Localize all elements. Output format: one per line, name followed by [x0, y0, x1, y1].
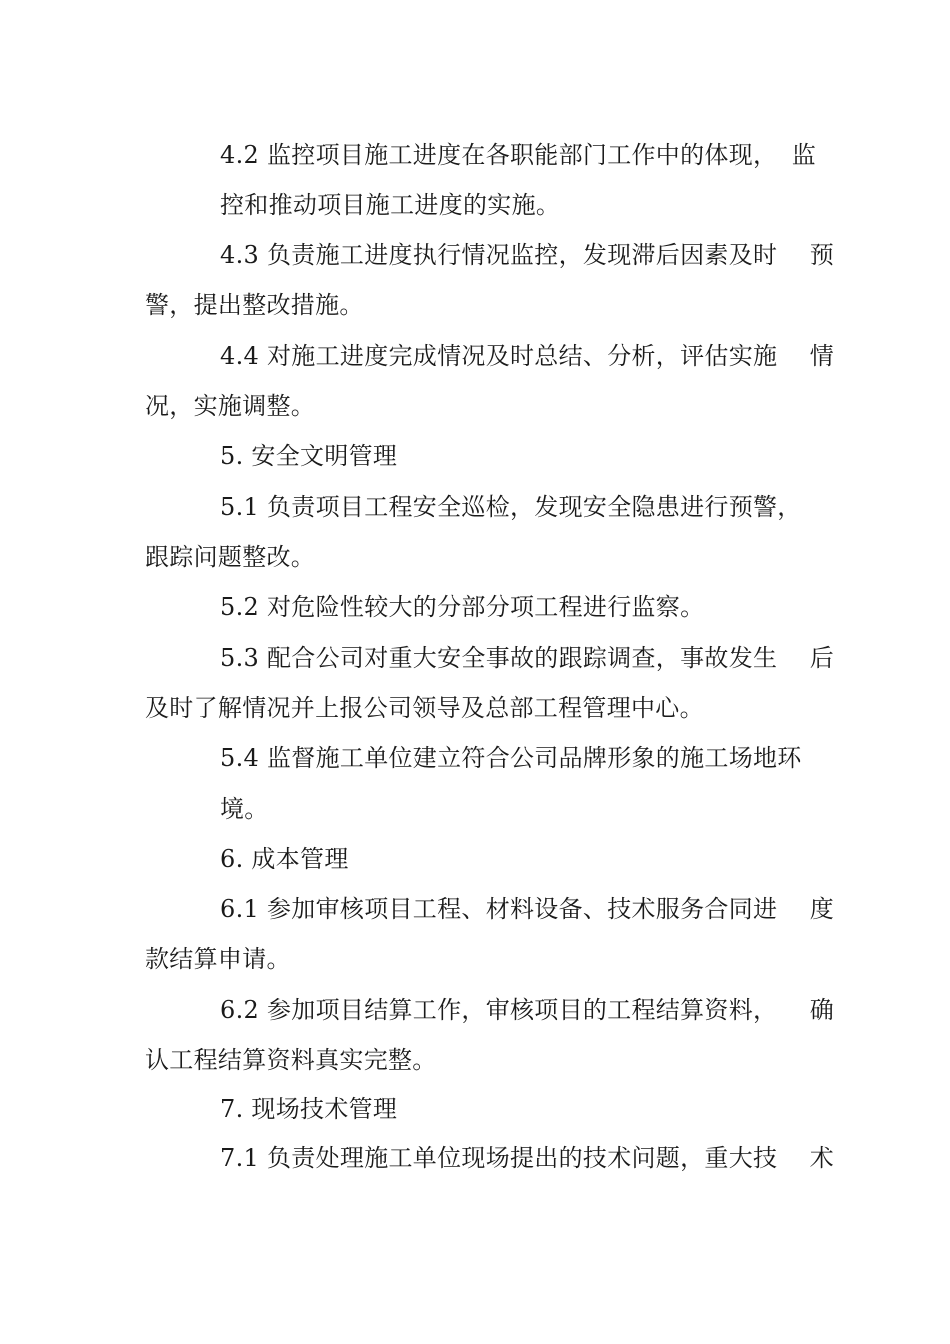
paragraph-5-4-line-1: 5.4 监督施工单位建立符合公司品牌形象的施工场地环 — [220, 744, 802, 772]
section-heading-6: 6. 成本管理 — [220, 845, 349, 873]
text-tail: 度 — [809, 895, 834, 923]
paragraph-5-1-line-2: 跟踪问题整改。 — [145, 543, 316, 571]
paragraph-5-1-line-1: 5.1 负责项目工程安全巡检，发现安全隐患进行预警， — [220, 493, 802, 521]
text-span: 6.1 参加审核项目工程、材料设备、技术服务合同进 — [220, 895, 778, 923]
paragraph-4-3-line-1 — [220, 240, 834, 270]
paragraph-6-2-line-2: 认工程结算资料真实完整。 — [145, 1046, 437, 1074]
paragraph-4-3-line-2: 警，提出整改措施。 — [145, 291, 364, 319]
paragraph-5-4-line-2: 境。 — [220, 795, 269, 823]
paragraph-4-4-line-2: 况，实施调整。 — [145, 392, 316, 420]
paragraph-6-2-line-1 — [220, 995, 834, 1025]
paragraph-5-2-line-1: 5.2 对危险性较大的分部分项工程进行监察。 — [220, 593, 705, 621]
text-tail: 监 — [791, 141, 816, 169]
paragraph-4-4-line-1 — [220, 341, 834, 371]
paragraph-6-1-line-2: 款结算申请。 — [145, 945, 291, 973]
text-span: 5.3 配合公司对重大安全事故的跟踪调查，事故发生 — [220, 644, 778, 672]
text-tail: 术 — [809, 1144, 834, 1172]
text-span: 4.3 负责施工进度执行情况监控，发现滞后因素及时 — [220, 241, 778, 269]
paragraph-7-1-line-1 — [220, 1143, 834, 1173]
text-tail: 情 — [809, 342, 834, 370]
text-span: 4.2 监控项目施工进度在各职能部门工作中的体现， — [220, 141, 778, 169]
text-tail: 确 — [809, 996, 834, 1024]
paragraph-5-3-line-2: 及时了解情况并上报公司领导及总部工程管理中心。 — [145, 694, 704, 722]
text-tail: 后 — [809, 644, 834, 672]
text-tail: 预 — [809, 241, 834, 269]
paragraph-5-3-line-1 — [220, 643, 834, 673]
paragraph-4-2-line-2: 控和推动项目施工进度的实施。 — [220, 191, 561, 219]
text-span: 4.4 对施工进度完成情况及时总结、分析，评估实施 — [220, 342, 778, 370]
text-span: 7.1 负责处理施工单位现场提出的技术问题，重大技 — [220, 1144, 778, 1172]
text-span: 6.2 参加项目结算工作，审核项目的工程结算资料， — [220, 996, 778, 1024]
section-heading-7: 7. 现场技术管理 — [220, 1095, 398, 1123]
paragraph-4-2-line-1 — [220, 140, 816, 170]
section-heading-5: 5. 安全文明管理 — [220, 442, 398, 470]
paragraph-6-1-line-1 — [220, 894, 834, 924]
